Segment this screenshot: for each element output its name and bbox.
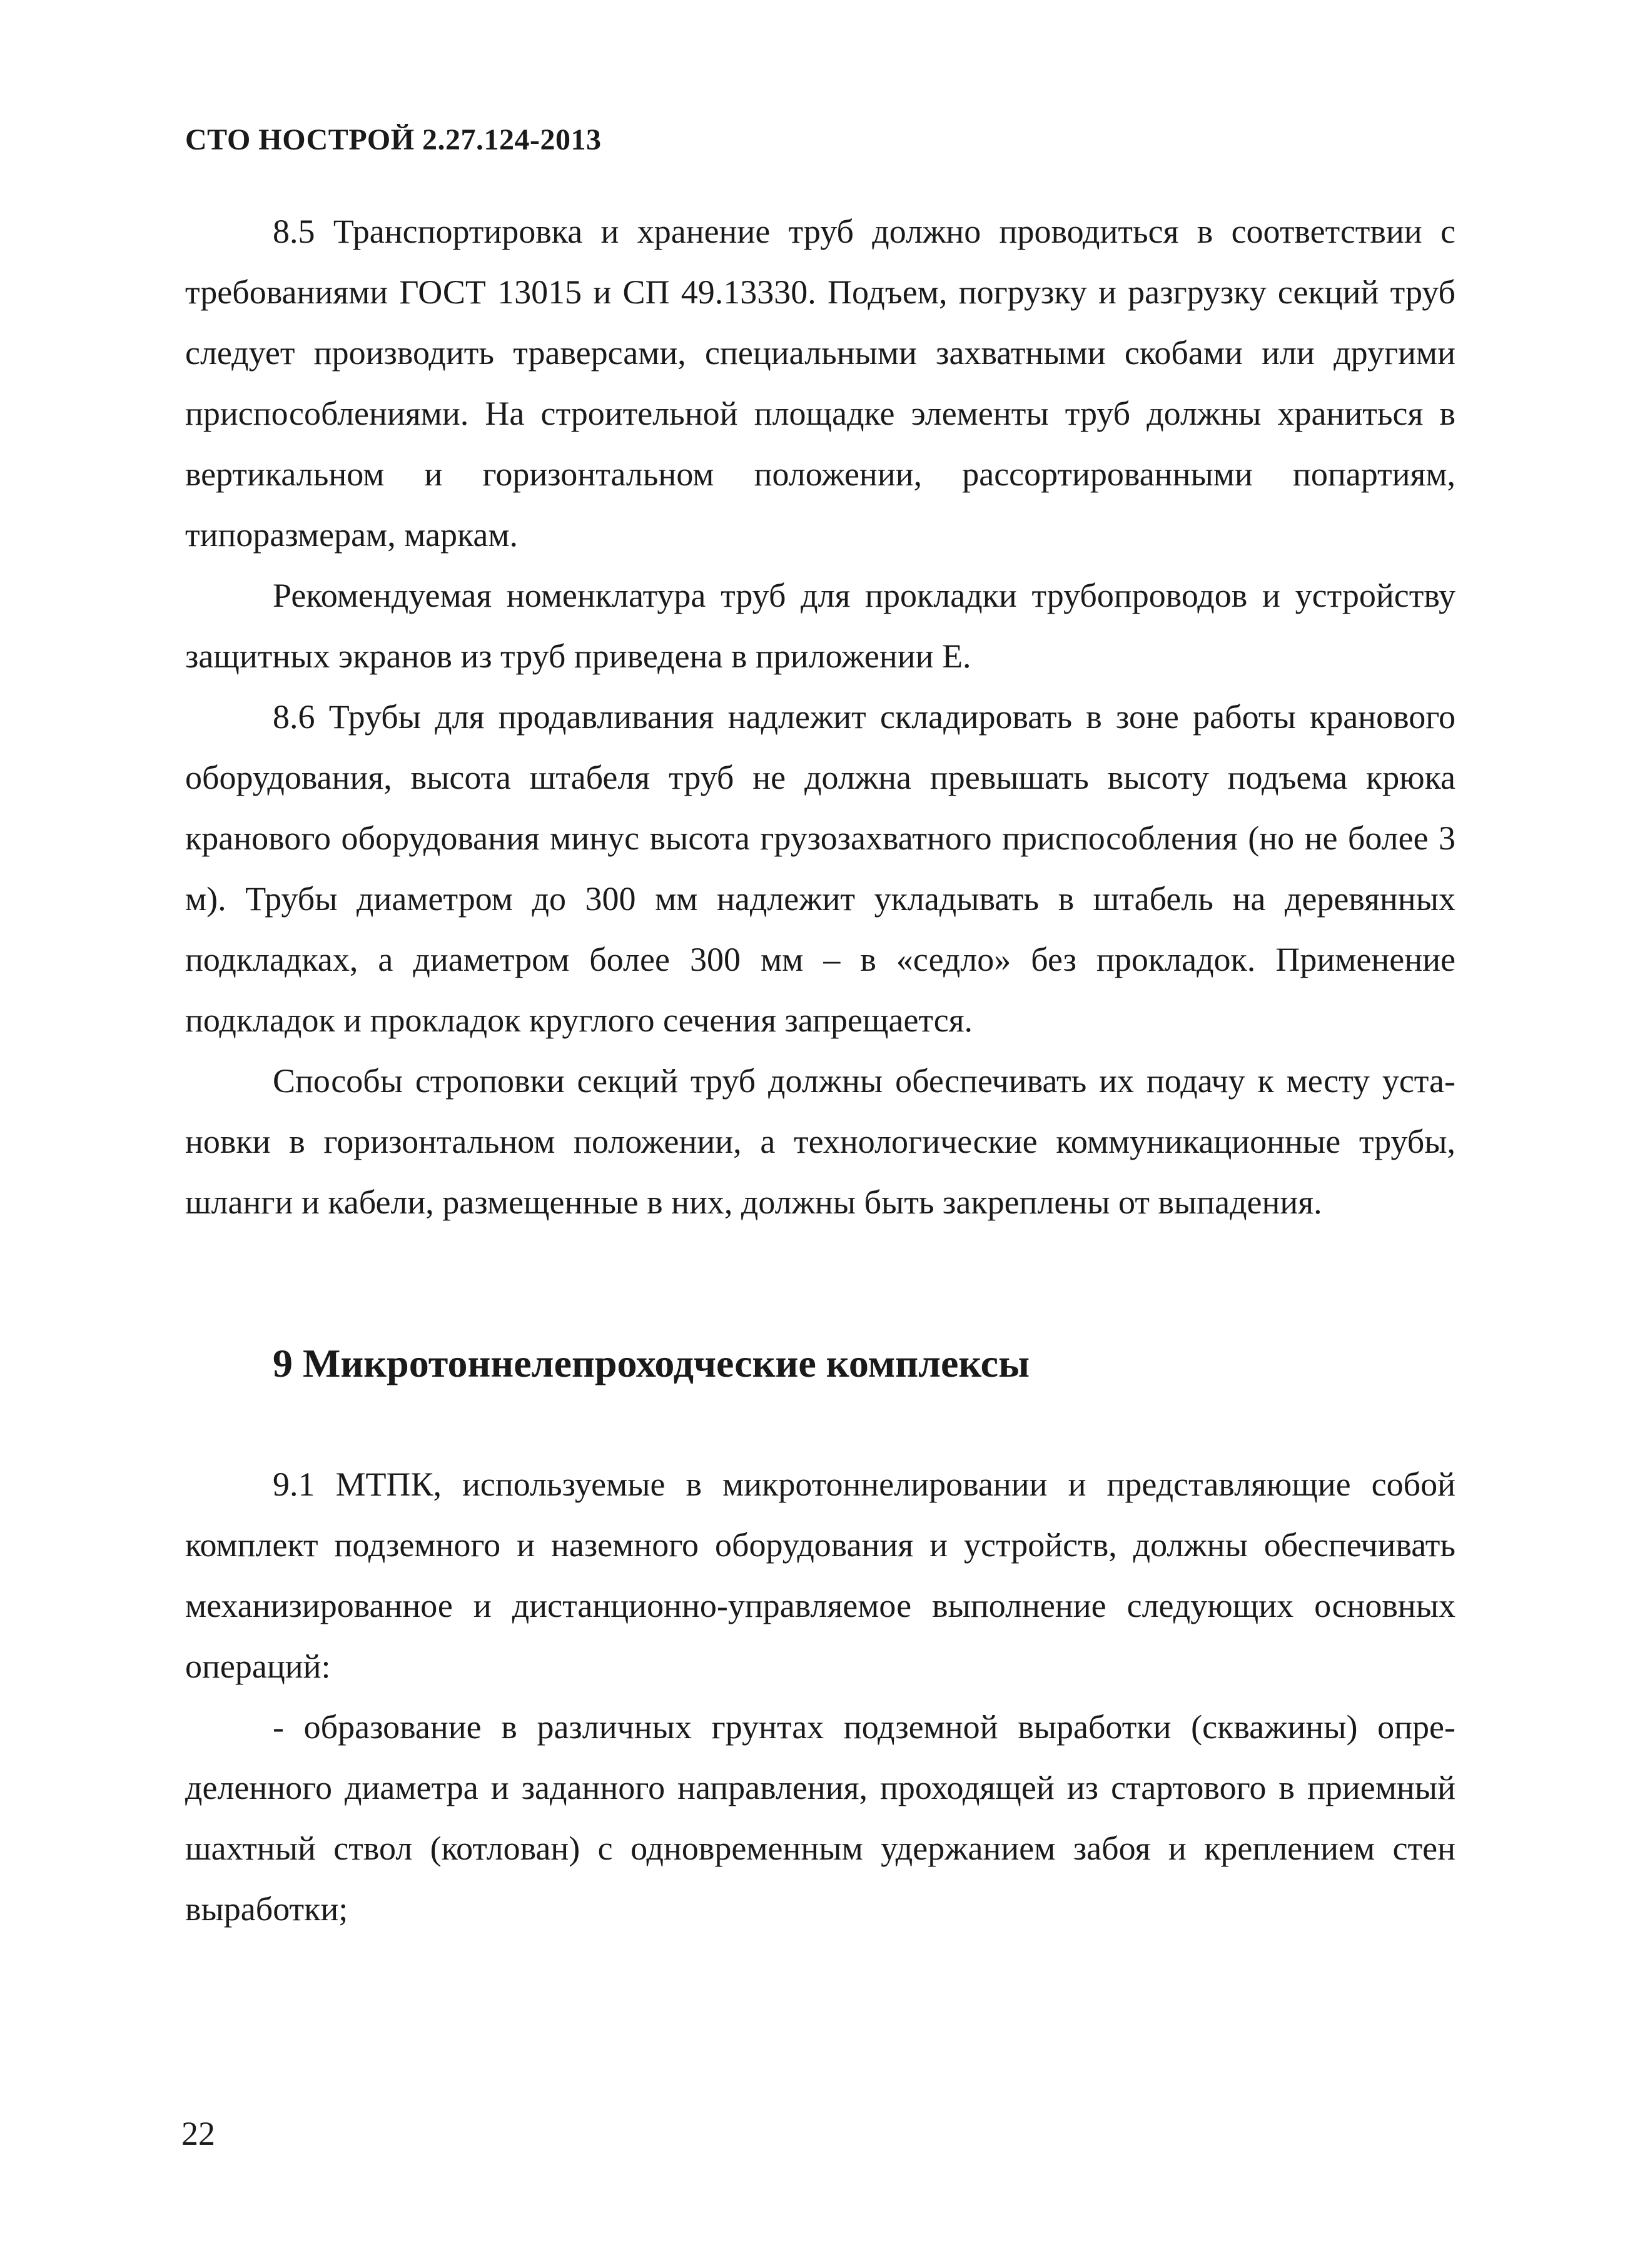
paragraph-9-1: 9.1 МТПК, используемые в микротоннелировании и представляющие собой комплект подземного и наземного оборудования и устройств, должны обеспечивать механизированное и дистанционно-управляемое выполнение следующих основных операций: (185, 1466, 1455, 1685)
page-number: 22 (181, 2115, 215, 2152)
paragraph-8-5: 8.5 Транспортировка и хранение труб должно проводиться в соответствии с требованиями ГОСТ 13015 и СП 49.13330. Подъем, погрузку и разгрузку секций труб следует производить траверсами, специальными захватными скобами или другими приспособлениями. На строительной площадке элементы труб должны храниться в вертикальном и горизонтальном положении, рассортированными попартиям, типоразмерам, маркам. (185, 213, 1455, 554)
document-code-header: СТО НОСТРОЙ 2.27.124-2013 (185, 123, 602, 156)
list-item-excavation: - образование в различных грунтах подземной выработки (скважины) определенного диаметра и заданного направления, проходящей из стартового в приемный шахтный ствол (котлован) с одновременным удержанием забоя и креплением стен выработки; (185, 1708, 1455, 1928)
paragraph-slinging-methods: Способы строповки секций труб должны обеспечивать их подачу к месту установки в горизонтальном положении, а технологические коммуникационные трубы, шланги и кабели, размещенные в них, должны быть закреплены от выпадения. (185, 1062, 1455, 1221)
paragraph-8-6: 8.6 Трубы для продавливания надлежит складировать в зоне работы кранового оборудования, высота штабеля труб не должна превышать высоту подъема крюка кранового оборудования минус высота грузозахватного приспособления (но не более 3 м). Трубы диаметром до 300 мм надлежит укладывать в штабель на деревянных подкладках, а диаметром более 300 мм – в «седло» без прокладок. Применение подкладок и прокладок круглого сечения запрещается. (185, 698, 1455, 1039)
paragraph-pipe-nomenclature: Рекомендуемая номенклатура труб для прокладки трубопроводов и устройству защитных экранов из труб приведена в приложении Е. (185, 577, 1455, 675)
section-8-text (185, 201, 1455, 1233)
section-9-text (185, 1454, 1455, 1940)
section-9-heading: 9 Микротоннелепроходческие комплексы (273, 1341, 1030, 1385)
